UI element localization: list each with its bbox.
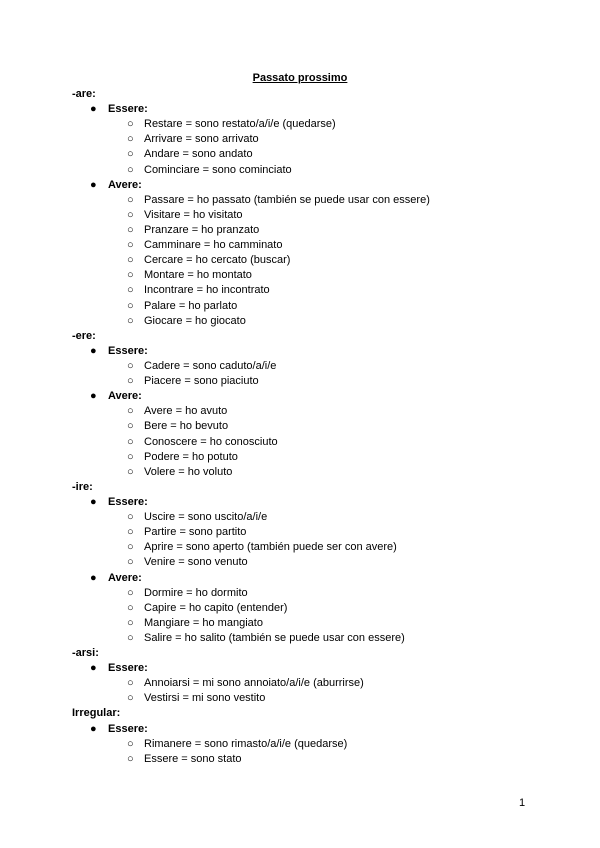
circle-bullet-icon: ○ xyxy=(127,118,134,131)
bullet-icon: ● xyxy=(90,495,97,508)
list-item xyxy=(72,208,532,223)
list-item xyxy=(72,676,532,691)
list-item xyxy=(72,193,532,208)
group-item xyxy=(72,389,532,404)
list-item-text: Camminare = ho camminato xyxy=(144,239,283,252)
verb-list xyxy=(72,87,532,767)
bullet-icon: ● xyxy=(90,344,97,357)
group-item xyxy=(72,495,532,510)
page-title: Passato prossimo xyxy=(252,72,348,84)
section-heading: Irregular: xyxy=(72,707,121,720)
list-item xyxy=(72,268,532,283)
circle-bullet-icon: ○ xyxy=(127,254,134,267)
bullet-icon: ● xyxy=(90,178,97,191)
list-item xyxy=(72,752,532,767)
bullet-icon: ● xyxy=(90,571,97,584)
list-item xyxy=(72,163,532,178)
group-label: Essere: xyxy=(108,495,148,508)
list-item-text: Restare = sono restato/a/i/e (quedarse) xyxy=(144,118,336,131)
list-item xyxy=(72,540,532,555)
circle-bullet-icon: ○ xyxy=(127,314,134,327)
circle-bullet-icon: ○ xyxy=(127,223,134,236)
bullet-icon: ● xyxy=(90,722,97,735)
list-item xyxy=(72,404,532,419)
list-item-text: Palare = ho parlato xyxy=(144,299,238,312)
list-item-text: Passare = ho passato (también se puede usar con essere) xyxy=(144,193,430,206)
page-number: 1 xyxy=(519,797,526,809)
bullet-icon: ● xyxy=(90,662,97,675)
circle-bullet-icon: ○ xyxy=(127,405,134,418)
group-label: Essere: xyxy=(108,344,148,357)
list-item-text: Volere = ho voluto xyxy=(144,465,233,478)
circle-bullet-icon: ○ xyxy=(127,435,134,448)
list-item-text: Visitare = ho visitato xyxy=(144,208,243,221)
list-item-text: Partire = sono partito xyxy=(144,526,247,539)
section-heading: -ire: xyxy=(72,480,93,493)
list-item-text: Pranzare = ho pranzato xyxy=(144,223,260,236)
bullet-icon: ● xyxy=(90,103,97,116)
list-item-text: Bere = ho bevuto xyxy=(144,420,229,433)
group-item xyxy=(72,344,532,359)
group-label: Essere: xyxy=(108,103,148,116)
circle-bullet-icon: ○ xyxy=(127,239,134,252)
circle-bullet-icon: ○ xyxy=(127,526,134,539)
list-item xyxy=(72,555,532,570)
list-item xyxy=(72,117,532,132)
list-item-text: Mangiare = ho mangiato xyxy=(144,616,263,629)
circle-bullet-icon: ○ xyxy=(127,269,134,282)
list-item xyxy=(72,299,532,314)
circle-bullet-icon: ○ xyxy=(127,556,134,569)
list-item-text: Dormire = ho dormito xyxy=(144,586,248,599)
group-item xyxy=(72,102,532,117)
circle-bullet-icon: ○ xyxy=(127,631,134,644)
group-item xyxy=(72,661,532,676)
list-item xyxy=(72,223,532,238)
list-item xyxy=(72,147,532,162)
list-item xyxy=(72,435,532,450)
list-item xyxy=(72,616,532,631)
list-item-text: Annoiarsi = mi sono annoiato/a/i/e (aburrirse) xyxy=(144,677,364,690)
circle-bullet-icon: ○ xyxy=(127,752,134,765)
list-item xyxy=(72,737,532,752)
circle-bullet-icon: ○ xyxy=(127,375,134,388)
circle-bullet-icon: ○ xyxy=(127,677,134,690)
list-item-text: Cercare = ho cercato (buscar) xyxy=(144,254,291,267)
group-label: Avere: xyxy=(108,571,142,584)
list-item xyxy=(72,314,532,329)
list-item xyxy=(72,419,532,434)
list-item-text: Vestirsi = mi sono vestito xyxy=(144,692,266,705)
section-heading: -are: xyxy=(72,88,96,100)
list-item xyxy=(72,253,532,268)
list-item xyxy=(72,465,532,480)
list-item xyxy=(72,601,532,616)
list-item xyxy=(72,450,532,465)
list-item xyxy=(72,631,532,646)
circle-bullet-icon: ○ xyxy=(127,133,134,146)
list-item-text: Andare = sono andato xyxy=(144,148,253,161)
list-item-text: Cominciare = sono cominciato xyxy=(144,163,292,176)
circle-bullet-icon: ○ xyxy=(127,692,134,705)
group-label: Essere: xyxy=(108,722,148,735)
list-item-text: Rimanere = sono rimasto/a/i/e (quedarse) xyxy=(144,737,348,750)
circle-bullet-icon: ○ xyxy=(127,511,134,524)
list-item xyxy=(72,691,532,706)
circle-bullet-icon: ○ xyxy=(127,359,134,372)
group-label: Essere: xyxy=(108,662,148,675)
circle-bullet-icon: ○ xyxy=(127,208,134,221)
list-item-text: Incontrare = ho incontrato xyxy=(144,284,270,297)
list-item-text: Essere = sono stato xyxy=(144,752,242,765)
list-item-text: Uscire = sono uscito/a/i/e xyxy=(144,511,268,524)
list-item-text: Cadere = sono caduto/a/i/e xyxy=(144,359,277,372)
group-item xyxy=(72,722,532,737)
list-item xyxy=(72,510,532,525)
list-item xyxy=(72,132,532,147)
circle-bullet-icon: ○ xyxy=(127,420,134,433)
circle-bullet-icon: ○ xyxy=(127,601,134,614)
list-item-text: Aprire = sono aperto (también puede ser con avere) xyxy=(144,541,397,554)
list-item-text: Piacere = sono piaciuto xyxy=(144,375,259,388)
list-item-text: Avere = ho avuto xyxy=(144,405,228,418)
section-heading: -ere: xyxy=(72,329,96,342)
list-item xyxy=(72,238,532,253)
circle-bullet-icon: ○ xyxy=(127,148,134,161)
circle-bullet-icon: ○ xyxy=(127,465,134,478)
group-label: Avere: xyxy=(108,390,142,403)
circle-bullet-icon: ○ xyxy=(127,193,134,206)
list-item-text: Capire = ho capito (entender) xyxy=(144,601,288,614)
list-item-text: Montare = ho montato xyxy=(144,269,252,282)
list-item xyxy=(72,525,532,540)
circle-bullet-icon: ○ xyxy=(127,541,134,554)
circle-bullet-icon: ○ xyxy=(127,450,134,463)
group-item xyxy=(72,178,532,193)
circle-bullet-icon: ○ xyxy=(127,284,134,297)
list-item-text: Salire = ho salito (también se puede usar con essere) xyxy=(144,631,405,644)
group-label: Avere: xyxy=(108,178,142,191)
list-item xyxy=(72,374,532,389)
list-item-text: Conoscere = ho conosciuto xyxy=(144,435,278,448)
list-item-text: Giocare = ho giocato xyxy=(144,314,246,327)
list-item-text: Podere = ho potuto xyxy=(144,450,238,463)
list-item-text: Venire = sono venuto xyxy=(144,556,248,569)
list-item xyxy=(72,586,532,601)
section-heading: -arsi: xyxy=(72,647,99,660)
circle-bullet-icon: ○ xyxy=(127,299,134,312)
circle-bullet-icon: ○ xyxy=(127,737,134,750)
circle-bullet-icon: ○ xyxy=(127,616,134,629)
list-item-text: Arrivare = sono arrivato xyxy=(144,133,259,146)
list-item xyxy=(72,359,532,374)
group-item xyxy=(72,571,532,586)
circle-bullet-icon: ○ xyxy=(127,586,134,599)
circle-bullet-icon: ○ xyxy=(127,163,134,176)
list-item xyxy=(72,283,532,298)
bullet-icon: ● xyxy=(90,390,97,403)
